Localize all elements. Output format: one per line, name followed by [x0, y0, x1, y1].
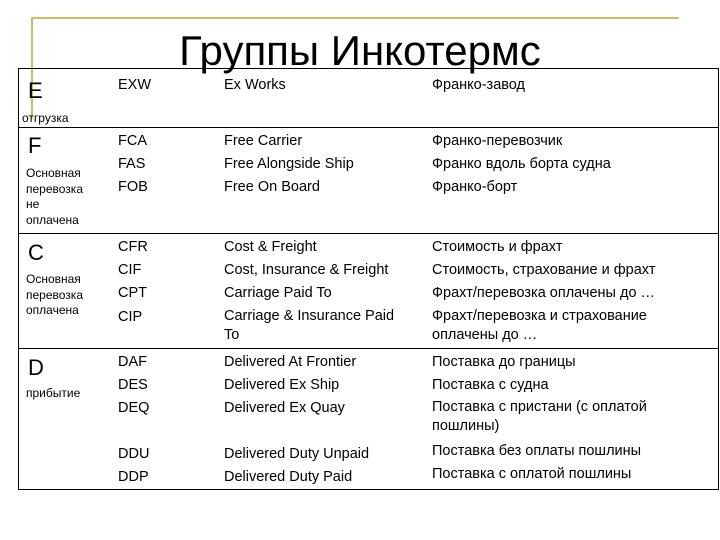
term-en: Free Alongside Ship	[224, 156, 354, 172]
term-ru: Фрахт/перевозка оплачены до …	[432, 285, 656, 301]
term-ru: Франко-перевозчик	[432, 133, 563, 149]
term-ru: Стоимость и фрахт	[432, 239, 563, 255]
term-ru: Стоимость, страхование и фрахт	[432, 262, 656, 278]
term-en: Delivered Duty Unpaid	[224, 446, 370, 462]
term-code: DAF	[118, 354, 147, 370]
term-code: FCA	[118, 133, 147, 149]
row-divider-e-f	[18, 127, 719, 128]
term-ru: Франко-борт	[432, 179, 518, 195]
group-subtitle-c-line: оплачена	[26, 303, 79, 317]
term-code: CIP	[118, 309, 143, 325]
term-ru: Поставка с судна	[432, 377, 549, 393]
group-subtitle-f-line: перевозка	[26, 181, 83, 196]
term-en: Delivered Duty Paid	[224, 469, 353, 485]
term-code: DES	[118, 377, 148, 393]
term-en: Free On Board	[224, 179, 320, 195]
term-en-line: Carriage & Insurance Paid	[224, 308, 395, 324]
group-subtitle-e: отгрузка	[22, 111, 69, 125]
term-ru: Франко-завод	[432, 77, 526, 93]
term-code: DDP	[118, 469, 149, 485]
row-divider-c-d	[18, 348, 719, 349]
group-letter-d: D	[28, 355, 44, 380]
term-code: CIF	[118, 262, 142, 278]
group-subtitle-c-line: Основная	[26, 272, 81, 286]
group-subtitle-f-line: не	[26, 197, 40, 211]
term-en: Cost & Freight	[224, 239, 317, 255]
term-en-line: To	[224, 327, 240, 343]
term-code: DEQ	[118, 400, 150, 416]
term-en: Free Carrier	[224, 133, 303, 149]
term-en: Carriage Paid To	[224, 285, 332, 301]
term-en: Delivered At Frontier	[224, 354, 357, 370]
term-ru-line: Фрахт/перевозка и страхование	[432, 308, 647, 324]
term-code: DDU	[118, 446, 150, 462]
group-subtitle-c-line: перевозка	[26, 287, 83, 302]
term-en: Delivered Ex Ship	[224, 377, 340, 393]
term-ru-line: пошлины)	[432, 418, 500, 434]
term-en: Cost, Insurance & Freight	[224, 262, 389, 278]
term-code: FOB	[118, 179, 148, 195]
group-letter-f: F	[28, 133, 42, 158]
term-code: CFR	[118, 239, 148, 255]
decorative-top-line	[31, 17, 679, 19]
term-ru: Поставка без оплаты пошлины	[432, 443, 642, 459]
slide-title: Группы Инкотермс	[179, 27, 541, 74]
term-code: CPT	[118, 285, 147, 301]
term-code: EXW	[118, 77, 152, 93]
term-ru: Поставка с оплатой пошлины	[432, 466, 632, 482]
term-code: FAS	[118, 156, 146, 172]
group-subtitle-d: прибытие	[26, 386, 81, 400]
term-ru-line: оплачены до …	[432, 327, 538, 343]
group-subtitle-f-line: Основная	[26, 166, 81, 180]
term-ru: Франко вдоль борта судна	[432, 156, 611, 172]
group-letter-c: C	[28, 240, 44, 265]
term-ru-line: Поставка с пристани (с оплатой	[432, 399, 647, 415]
term-en: Delivered Ex Quay	[224, 400, 345, 416]
row-divider-f-c	[18, 233, 719, 234]
group-letter-e: E	[28, 78, 43, 103]
group-subtitle-f-line: оплачена	[26, 212, 79, 227]
term-ru: Поставка до границы	[432, 354, 576, 370]
term-en: Ex Works	[224, 77, 286, 93]
